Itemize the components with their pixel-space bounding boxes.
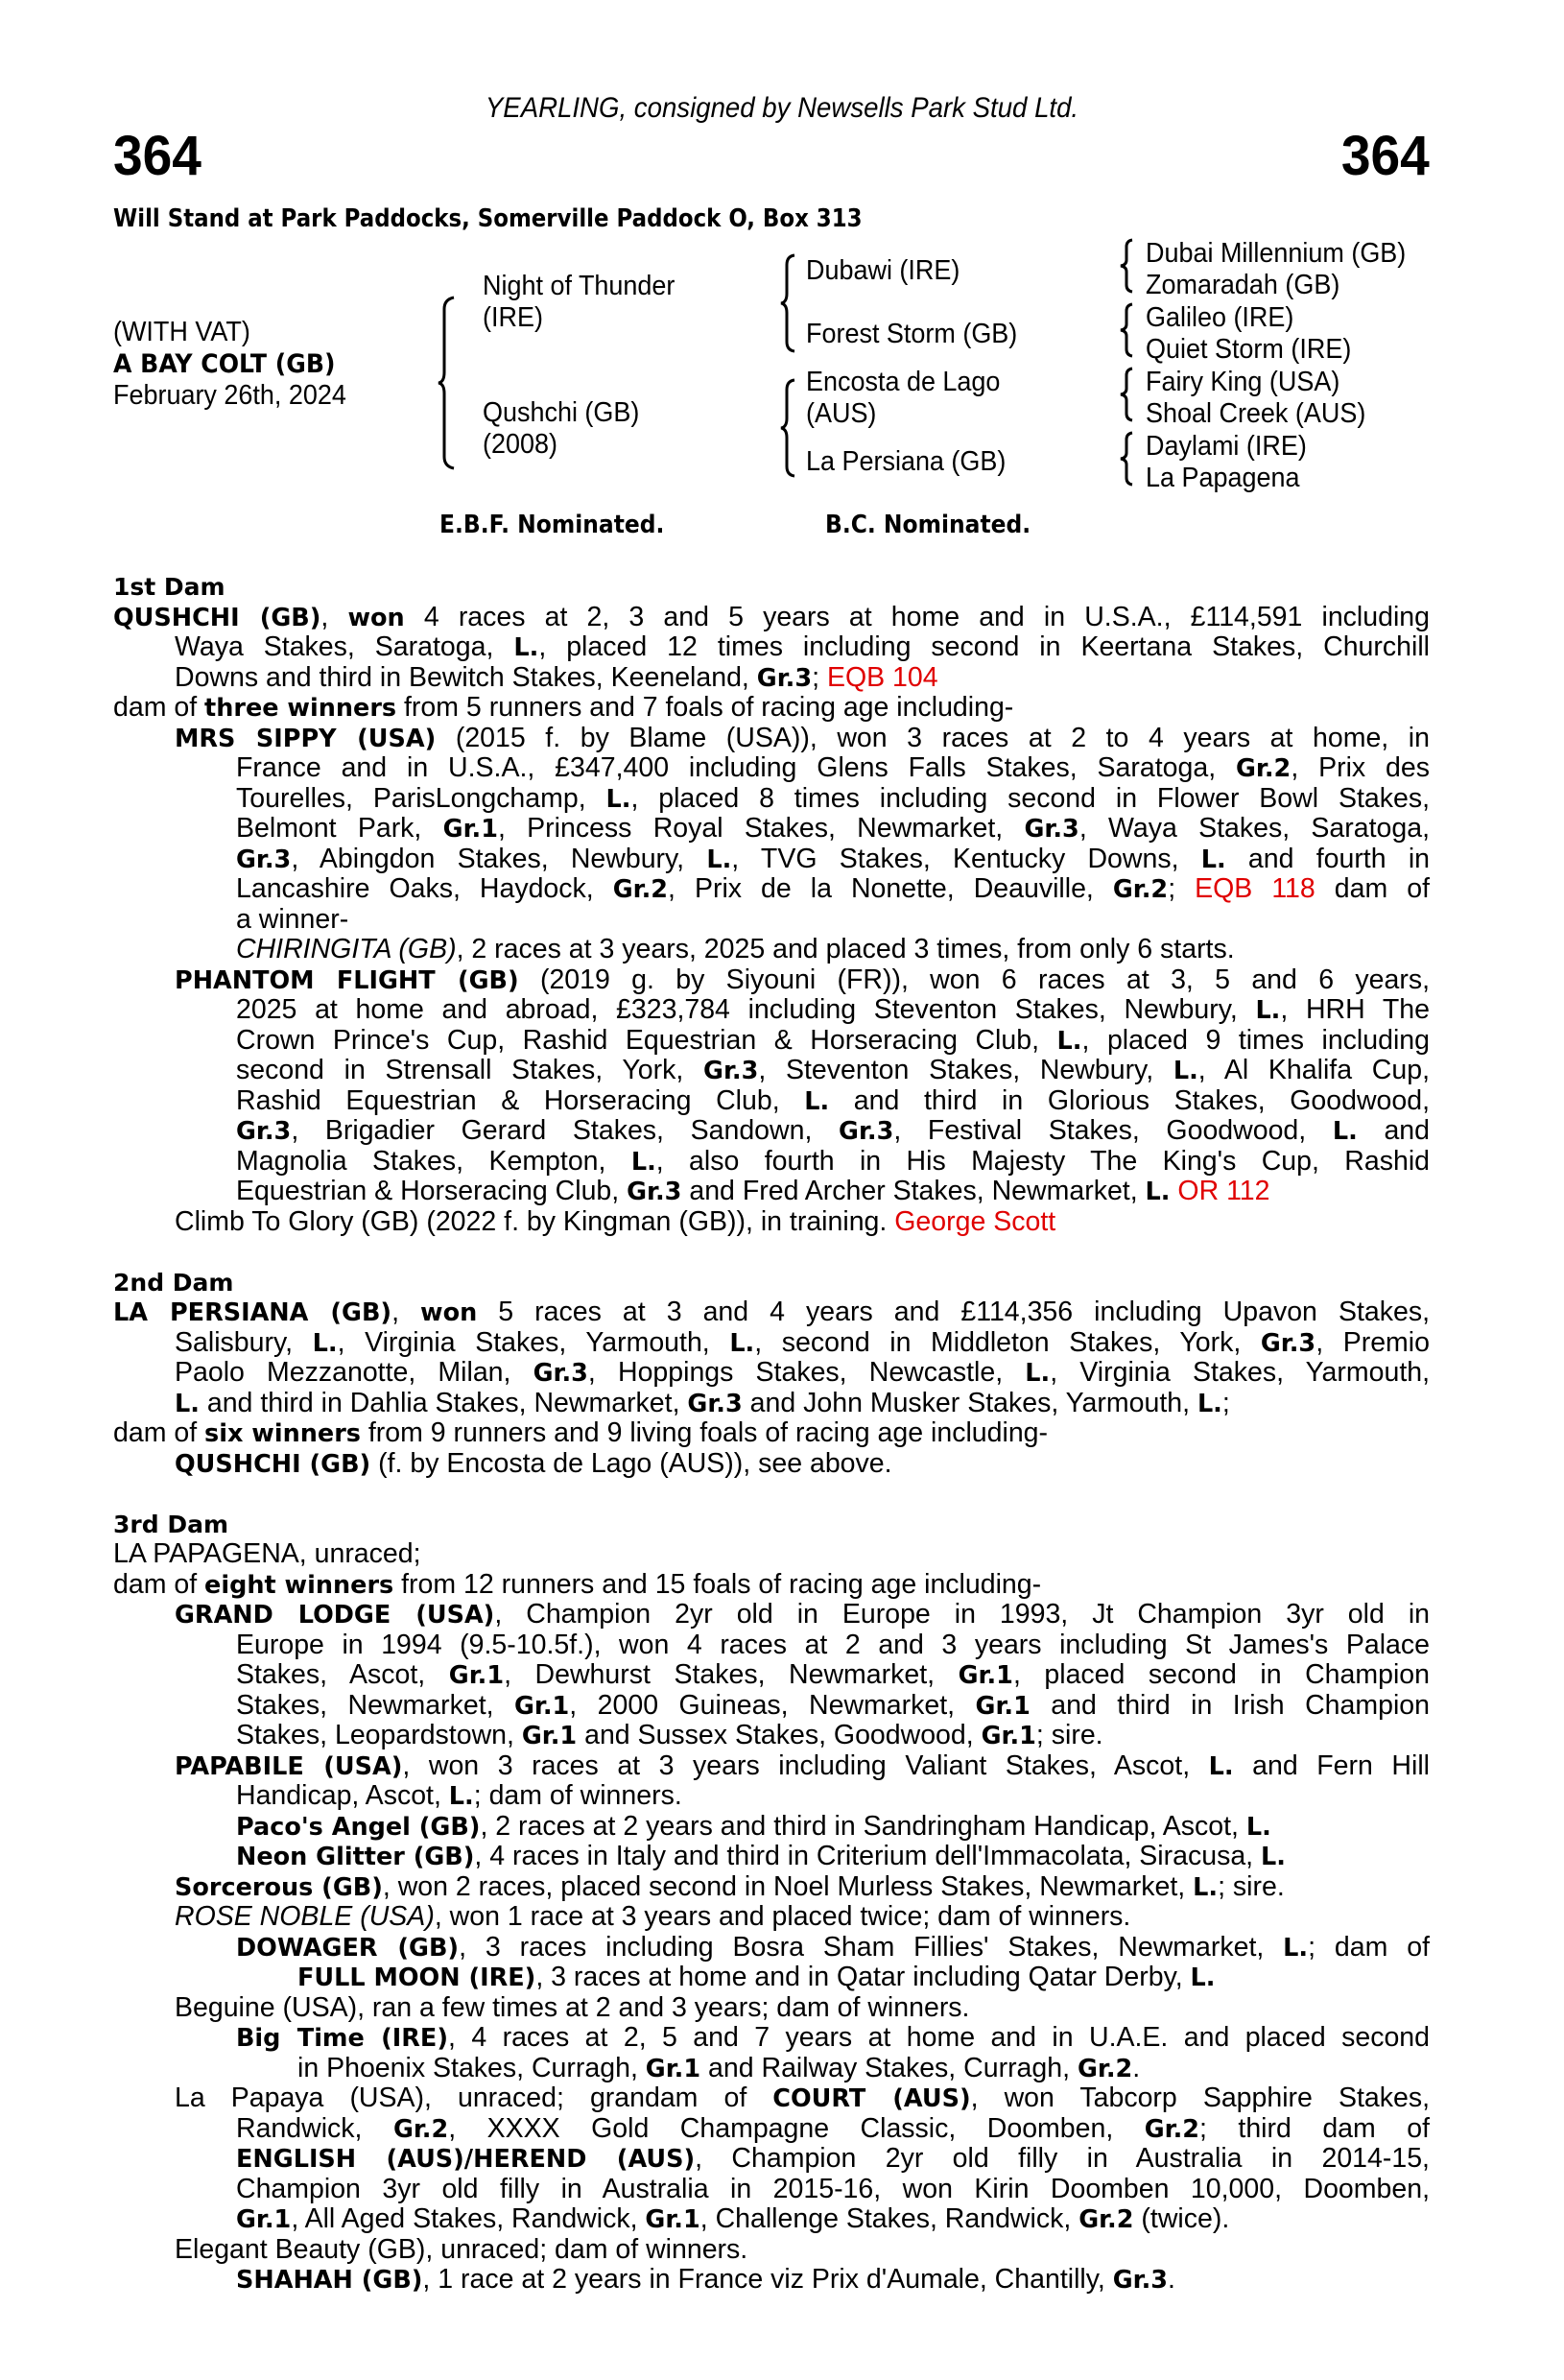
text-run: , 4 races at 2, 5 and 7 years at home and in U.A.E. and placed second	[448, 2023, 1430, 2053]
gen3-ancestor: Dubai Millennium (GB)	[1146, 238, 1407, 269]
text-line	[113, 2175, 1430, 2205]
text-run: Stakes, Ascot,	[236, 1660, 449, 1690]
text-run: ROSE NOBLE (USA)	[175, 1901, 435, 1932]
text-run: Paolo Mezzanotte, Milan,	[175, 1358, 533, 1388]
text-run: ; dam of winners.	[473, 1780, 682, 1811]
text-run: France and in U.S.A., £347,400 including Glens Falls Stakes, Saratoga,	[236, 753, 1236, 783]
text-run: Belmont Park,	[236, 814, 443, 844]
bold-text: L.	[729, 1328, 755, 1358]
text-line	[113, 1418, 1430, 1449]
text-line	[113, 724, 1430, 754]
text-run: ;	[812, 661, 827, 693]
gen3-ancestor: Galileo (IRE)	[1146, 302, 1294, 333]
text-run: (f. by Encosta de Lago (AUS)), see above.	[370, 1447, 892, 1479]
sire-sire: Dubawi (IRE)	[806, 255, 960, 286]
pedigree-brace-gen1	[437, 296, 465, 470]
bold-text: ENGLISH (AUS)/HEREND (AUS)	[236, 2145, 696, 2174]
text-run: , 2 races at 3 years, 2025 and placed 3 times, from only 6 starts.	[456, 934, 1235, 964]
text-run: , Princess Royal Stakes, Newmarket,	[497, 814, 1025, 844]
text-run: , HRH The	[1280, 995, 1430, 1025]
text-run: and Sussex Stakes, Goodwood,	[577, 1720, 982, 1750]
pedigree-brace-g3-3	[1119, 367, 1142, 422]
bold-text: L.	[1200, 845, 1226, 874]
bold-text: L.	[804, 1086, 830, 1116]
text-line	[113, 995, 1430, 1026]
text-run: , second in Middleton Stakes, York,	[754, 1327, 1261, 1358]
lot-number-left: 364	[113, 125, 201, 187]
bold-text: MRS SIPPY (USA)	[175, 724, 437, 753]
bold-text: L.	[448, 1782, 474, 1811]
text-run: , won 3 races at 3 years including Valiant Stakes, Ascot,	[402, 1750, 1209, 1781]
gen3-ancestor: Quiet Storm (IRE)	[1146, 334, 1352, 365]
bold-text: Gr.1	[645, 2054, 701, 2083]
bold-text: L.	[513, 633, 539, 662]
text-run: ; third dam of	[1199, 2113, 1430, 2144]
bold-text: Gr.1	[448, 1661, 505, 1690]
bold-text: Gr.2	[1077, 2054, 1133, 2083]
rating-annotation: EQB 118	[1195, 874, 1315, 904]
text-run: ;	[1168, 874, 1196, 904]
family-notes	[113, 572, 1430, 2296]
bold-text: won	[347, 603, 405, 632]
text-line	[113, 1691, 1430, 1722]
text-line	[113, 1116, 1430, 1147]
text-line	[113, 1297, 1430, 1328]
text-run: dam of	[113, 1417, 205, 1448]
text-line	[113, 663, 1430, 694]
sire-name: Night of Thunder	[483, 271, 675, 301]
text-run: ;	[1221, 1387, 1230, 1418]
gen3-ancestor: La Papagena	[1146, 463, 1300, 493]
text-run: and third in Dahlia Stakes, Newmarket,	[199, 1387, 688, 1418]
text-run: Stakes, Leopardstown,	[236, 1720, 522, 1750]
bold-text: eight winners	[204, 1570, 394, 1600]
text-run: , Brigadier Gerard Stakes, Sandown,	[291, 1116, 840, 1146]
bold-text: Gr.3	[756, 663, 813, 693]
text-line	[113, 2235, 1430, 2266]
text-line	[113, 784, 1430, 815]
text-run: and Fern Hill	[1233, 1750, 1430, 1781]
text-line	[113, 1933, 1430, 1964]
text-run: , Prix de la Nonette, Deauville,	[668, 874, 1113, 904]
bold-text: L.	[630, 1147, 656, 1177]
bold-text: Gr.3	[1112, 2266, 1169, 2295]
text-line	[113, 905, 1430, 936]
bold-text: L.	[1193, 1872, 1219, 1902]
text-line	[113, 1993, 1430, 2024]
text-run: , won 1 race at 3 years and placed twice; dam of winners.	[434, 1901, 1131, 1932]
pedigree-brace-g3-4	[1119, 431, 1142, 487]
bold-text: Gr.1	[645, 2205, 700, 2234]
text-run: , Festival Stakes, Goodwood,	[893, 1116, 1333, 1146]
bold-text: L.	[175, 1389, 200, 1418]
text-line	[113, 632, 1430, 663]
text-run: and third in Glorious Stakes, Goodwood,	[829, 1085, 1430, 1116]
bold-text: Gr.3	[1024, 815, 1079, 844]
text-line	[113, 1328, 1430, 1359]
text-run: Stakes, Newmarket,	[236, 1690, 514, 1721]
text-run: , placed second in Champion	[1012, 1660, 1430, 1690]
section-heading-2nd-dam: 2nd Dam	[113, 1268, 234, 1297]
text-line	[113, 1358, 1430, 1389]
text-run: , won Tabcorp Sapphire Stakes,	[970, 2083, 1430, 2113]
text-run: ; sire.	[1035, 1720, 1103, 1750]
text-run: Crown Prince's Cup, Rashid Equestrian & Horseracing Club,	[236, 1025, 1057, 1056]
bold-text: Gr.3	[1260, 1328, 1316, 1358]
section-heading-3rd-dam: 3rd Dam	[113, 1510, 228, 1538]
text-line	[113, 814, 1430, 845]
text-run: , 4 races in Italy and third in Criterium dell'Immacolata, Siracusa,	[474, 1841, 1262, 1871]
text-run: , placed 9 times including	[1081, 1025, 1430, 1056]
text-run: and third in Irish Champion	[1030, 1690, 1430, 1721]
text-run: Salisbury,	[175, 1327, 313, 1358]
consignor-line: YEARLING, consigned by Newsells Park Stud Ltd.	[485, 92, 1079, 124]
text-line	[113, 2023, 1430, 2054]
gen3-ancestor: Shoal Creek (AUS)	[1146, 398, 1366, 429]
bold-text: COURT (AUS)	[772, 2084, 971, 2113]
text-run: , placed 12 times including second in Keertana Stakes, Churchill	[538, 632, 1430, 662]
text-run: La Papaya (USA), unraced; grandam of	[175, 2083, 773, 2113]
bold-text: FULL MOON (IRE)	[297, 1964, 536, 1992]
bold-text: L.	[1197, 1389, 1222, 1418]
pedigree-brace-g3-1	[1119, 238, 1142, 294]
text-line	[113, 603, 1430, 633]
rating-annotation: George Scott	[894, 1205, 1056, 1237]
text-line	[113, 2204, 1430, 2235]
text-run: 2025 at home and abroad, £323,784 including Steventon Stakes, Newbury,	[236, 995, 1256, 1025]
text-line	[113, 2083, 1430, 2114]
bold-text: Gr.1	[513, 1691, 570, 1721]
bold-text: QUSHCHI (GB)	[175, 1449, 371, 1479]
bold-text: SHAHAH (GB)	[236, 2266, 423, 2295]
bold-text: L.	[312, 1328, 338, 1358]
text-run: , 2000 Guineas, Newmarket,	[569, 1690, 976, 1721]
text-run: , 3 races including Bosra Sham Fillies' Stakes, Newmarket,	[459, 1932, 1284, 1963]
text-run: Magnolia Stakes, Kempton,	[236, 1146, 631, 1177]
text-run: , Champion 2yr old in Europe in 1993, Jt Champion 3yr old in	[494, 1600, 1430, 1630]
text-run: , also fourth in His Majesty The King's Cup, Rashid	[655, 1146, 1430, 1177]
stand-location: Will Stand at Park Paddocks, Somerville Paddock O, Box 313	[113, 204, 863, 233]
text-line	[113, 2144, 1430, 2175]
ebf-nomination: E.B.F. Nominated.	[439, 511, 665, 539]
text-run: Tourelles, ParisLongchamp,	[236, 783, 606, 814]
text-run: , 2 races at 2 years and third in Sandringham Handicap, Ascot,	[480, 1810, 1246, 1842]
bold-text: L.	[1283, 1933, 1309, 1963]
text-line	[113, 1539, 1430, 1570]
dam-sire-country: (AUS)	[806, 398, 877, 429]
bold-text: Sorcerous (GB)	[175, 1872, 383, 1902]
text-run: (2015 f. by Blame (USA)), won 3 races at 2 to 4 years at home, in	[436, 723, 1430, 753]
text-run: , Waya Stakes, Saratoga,	[1078, 814, 1430, 844]
text-line	[113, 1570, 1430, 1601]
text-run: , placed 8 times including second in Flower Bowl Stakes,	[630, 783, 1430, 814]
text-line	[113, 2265, 1430, 2296]
text-run: , Abingdon Stakes, Newbury,	[291, 844, 707, 874]
text-line	[113, 753, 1430, 784]
text-run: ; dam of	[1308, 1932, 1430, 1963]
vat-label: (WITH VAT)	[113, 317, 250, 347]
text-line	[113, 874, 1430, 905]
text-line	[113, 1630, 1430, 1661]
pedigree-brace-sire	[779, 253, 804, 353]
text-run: , TVG Stakes, Kentucky Downs,	[731, 844, 1201, 874]
bold-text: Gr.2	[392, 2114, 449, 2144]
gen3-ancestor: Zomaradah (GB)	[1146, 270, 1340, 300]
text-run: , won 2 races, placed second in Noel Murless Stakes, Newmarket,	[382, 1870, 1194, 1902]
rating-annotation: EQB 104	[826, 661, 938, 693]
bold-text: PAPABILE (USA)	[175, 1751, 403, 1781]
text-run: and fourth in	[1225, 844, 1430, 874]
bold-text: Gr.3	[703, 1057, 759, 1085]
text-run: Elegant Beauty (GB), unraced; dam of winners.	[175, 2233, 748, 2265]
text-line	[113, 1086, 1430, 1117]
sire-country: (IRE)	[483, 302, 543, 333]
text-run: , 1 race at 2 years in France viz Prix d'Aumale, Chantilly,	[422, 2264, 1113, 2295]
bold-text: Big Time (IRE)	[236, 2024, 449, 2053]
pedigree-brace-g3-2	[1119, 302, 1142, 358]
text-run: , XXXX Gold Champagne Classic, Doomben,	[448, 2113, 1145, 2144]
text-line	[113, 965, 1430, 996]
bold-text: L.	[1261, 1843, 1286, 1871]
bold-text: PHANTOM FLIGHT (GB)	[175, 965, 519, 995]
text-line	[113, 1842, 1430, 1872]
text-line	[113, 1872, 1430, 1903]
bold-text: Paco's Angel (GB)	[236, 1812, 481, 1842]
lot-number-right: 364	[1341, 125, 1430, 187]
text-run: Rashid Equestrian & Horseracing Club,	[236, 1085, 805, 1116]
text-run: , Virginia Stakes, Yarmouth,	[1050, 1358, 1430, 1388]
bold-text: Gr.3	[236, 1117, 292, 1146]
text-line	[113, 1147, 1430, 1178]
bold-text: L.	[1173, 1057, 1198, 1085]
bold-text: six winners	[204, 1419, 361, 1448]
dam-year: (2008)	[483, 429, 557, 460]
text-line	[113, 2054, 1430, 2084]
dam-sire-name: Encosta de Lago	[806, 367, 1001, 397]
text-line	[113, 1389, 1430, 1419]
text-run: , Dewhurst Stakes, Newmarket,	[504, 1660, 959, 1690]
text-run: , Al Khalifa Cup,	[1197, 1056, 1430, 1085]
text-line	[113, 935, 1430, 965]
bold-text: LA PERSIANA (GB)	[113, 1298, 392, 1327]
text-run: from 9 runners and 9 living foals of racing age including-	[360, 1417, 1049, 1448]
first-dam-section	[113, 603, 1430, 1238]
text-run: CHIRINGITA (GB)	[236, 934, 457, 964]
bold-text: Neon Glitter (GB)	[236, 1843, 475, 1871]
text-run: second in Strensall Stakes, York,	[236, 1056, 704, 1085]
bold-text: DOWAGER (GB)	[236, 1933, 460, 1963]
dam-name: Qushchi (GB)	[483, 397, 640, 428]
bold-text: L.	[1255, 996, 1281, 1025]
section-heading-1st-dam: 1st Dam	[113, 573, 225, 601]
text-line	[113, 1812, 1430, 1843]
text-run: , Steventon Stakes, Newbury,	[758, 1056, 1173, 1085]
text-run: in Phoenix Stakes, Curragh,	[297, 2052, 646, 2083]
text-run: Randwick,	[236, 2113, 393, 2144]
text-run: ; sire.	[1218, 1870, 1285, 1902]
text-run: , Hoppings Stakes, Newcastle,	[587, 1358, 1026, 1388]
bold-text: L.	[1245, 1812, 1271, 1842]
bold-text: L.	[1145, 1178, 1171, 1206]
text-line	[113, 1207, 1430, 1238]
bold-text: Gr.2	[612, 875, 669, 904]
third-dam-section	[113, 1539, 1430, 2296]
text-line	[113, 1056, 1430, 1086]
bold-text: Gr.1	[958, 1661, 1013, 1690]
bold-text: L.	[1056, 1026, 1082, 1056]
bold-text: Gr.2	[1236, 754, 1291, 783]
text-run: (2019 g. by Siyouni (FR)), won 6 races at 3, 5 and 6 years,	[518, 964, 1430, 995]
bold-text: Gr.1	[236, 2205, 292, 2234]
dam-dam: La Persiana (GB)	[806, 446, 1007, 477]
bold-text: L.	[1208, 1751, 1234, 1781]
text-run: (twice).	[1133, 2203, 1230, 2234]
text-line	[113, 1600, 1430, 1630]
bold-text: GRAND LODGE (USA)	[175, 1601, 495, 1630]
foaling-date: February 26th, 2024	[113, 380, 346, 411]
text-run: , Virginia Stakes, Yarmouth,	[337, 1327, 730, 1358]
bold-text: Gr.3	[627, 1178, 682, 1206]
horse-description: A BAY COLT (GB)	[113, 349, 336, 379]
text-line	[113, 1449, 1430, 1480]
text-line	[113, 693, 1430, 724]
bold-text: Gr.2	[1078, 2205, 1134, 2234]
text-run: ,	[391, 1297, 421, 1327]
text-run: and Railway Stakes, Curragh,	[700, 2052, 1078, 2083]
text-run: and	[1357, 1116, 1430, 1146]
text-line	[113, 1963, 1430, 1993]
text-run: , All Aged Stakes, Randwick,	[291, 2203, 646, 2234]
text-line	[113, 1026, 1430, 1057]
text-line	[113, 1721, 1430, 1751]
bold-text: won	[420, 1298, 478, 1327]
text-run: dam of	[1315, 874, 1430, 904]
bold-text: L.	[1025, 1359, 1051, 1388]
text-run: , 3 races at home and in Qatar including Qatar Derby,	[535, 1962, 1191, 1992]
bold-text: Gr.2	[1112, 875, 1169, 904]
text-line	[113, 845, 1430, 875]
text-run: and Fred Archer Stakes, Newmarket,	[681, 1176, 1146, 1206]
bold-text: L.	[1332, 1117, 1358, 1146]
text-run: ,	[320, 602, 348, 632]
text-run: LA PAPAGENA, unraced;	[113, 1538, 421, 1569]
text-run: Downs and third in Bewitch Stakes, Keeneland,	[175, 661, 757, 693]
text-line	[113, 1177, 1430, 1207]
bc-nomination: B.C. Nominated.	[825, 511, 1031, 539]
text-run: Europe in 1994 (9.5-10.5f.), won 4 races at 2 and 3 years including St James's Palace	[236, 1630, 1430, 1660]
gen3-ancestor: Daylami (IRE)	[1146, 431, 1307, 462]
text-run: , Champion 2yr old filly in Australia in 2014-15,	[695, 2144, 1430, 2174]
text-line	[113, 1781, 1430, 1812]
text-run: Beguine (USA), ran a few times at 2 and 3 years; dam of winners.	[175, 1991, 970, 2023]
bold-text: Gr.2	[1144, 2114, 1200, 2144]
bold-text: QUSHCHI (GB)	[113, 603, 321, 632]
text-run: Lancashire Oaks, Haydock,	[236, 874, 613, 904]
text-line	[113, 1660, 1430, 1691]
text-run: Equestrian & Horseracing Club,	[236, 1176, 628, 1206]
text-run: dam of	[113, 692, 205, 723]
text-run: Waya Stakes, Saratoga,	[175, 632, 514, 662]
bold-text: three winners	[204, 694, 397, 723]
bold-text: Gr.3	[839, 1117, 894, 1146]
text-line	[113, 1751, 1430, 1782]
text-run: .	[1132, 2052, 1141, 2083]
text-run: 4 races at 2, 3 and 5 years at home and in U.S.A., £114,591 including	[404, 602, 1430, 632]
text-run: 5 races at 3 and 4 years and £114,356 including Upavon Stakes,	[477, 1297, 1430, 1327]
gen3-ancestor: Fairy King (USA)	[1146, 367, 1340, 397]
text-run: , Prix des	[1291, 753, 1430, 783]
bold-text: L.	[1190, 1964, 1216, 1992]
bold-text: Gr.3	[687, 1389, 743, 1418]
text-line	[113, 2114, 1430, 2145]
bold-text: Gr.3	[533, 1359, 588, 1388]
text-run: , Premio	[1315, 1327, 1430, 1358]
text-run: from 5 runners and 7 foals of racing age including-	[396, 692, 1014, 723]
rating-annotation: OR 112	[1177, 1176, 1270, 1206]
text-run: Climb To Glory (GB) (2022 f. by Kingman (GB)), in training.	[175, 1205, 895, 1237]
text-line	[113, 1902, 1430, 1933]
text-run: a winner-	[236, 903, 349, 935]
pedigree-brace-dam	[779, 378, 804, 478]
text-run: dam of	[113, 1568, 205, 1600]
sire-dam: Forest Storm (GB)	[806, 319, 1018, 349]
second-dam-section	[113, 1297, 1430, 1479]
bold-text: Gr.1	[442, 815, 498, 844]
text-run: and John Musker Stakes, Yarmouth,	[742, 1387, 1197, 1418]
text-run: Handicap, Ascot,	[236, 1780, 449, 1811]
bold-text: Gr.1	[981, 1722, 1036, 1750]
bold-text: Gr.3	[236, 845, 292, 874]
text-run: Champion 3yr old filly in Australia in 2015-16, won Kirin Doomben 10,000, Doomben,	[236, 2174, 1430, 2204]
text-run: from 12 runners and 15 foals of racing age including-	[393, 1568, 1042, 1600]
bold-text: Gr.1	[521, 1722, 578, 1750]
bold-text: L.	[605, 784, 631, 814]
bold-text: Gr.1	[975, 1691, 1031, 1721]
text-run: , Challenge Stakes, Randwick,	[699, 2203, 1079, 2234]
text-run: .	[1168, 2264, 1175, 2295]
bold-text: L.	[706, 845, 732, 874]
